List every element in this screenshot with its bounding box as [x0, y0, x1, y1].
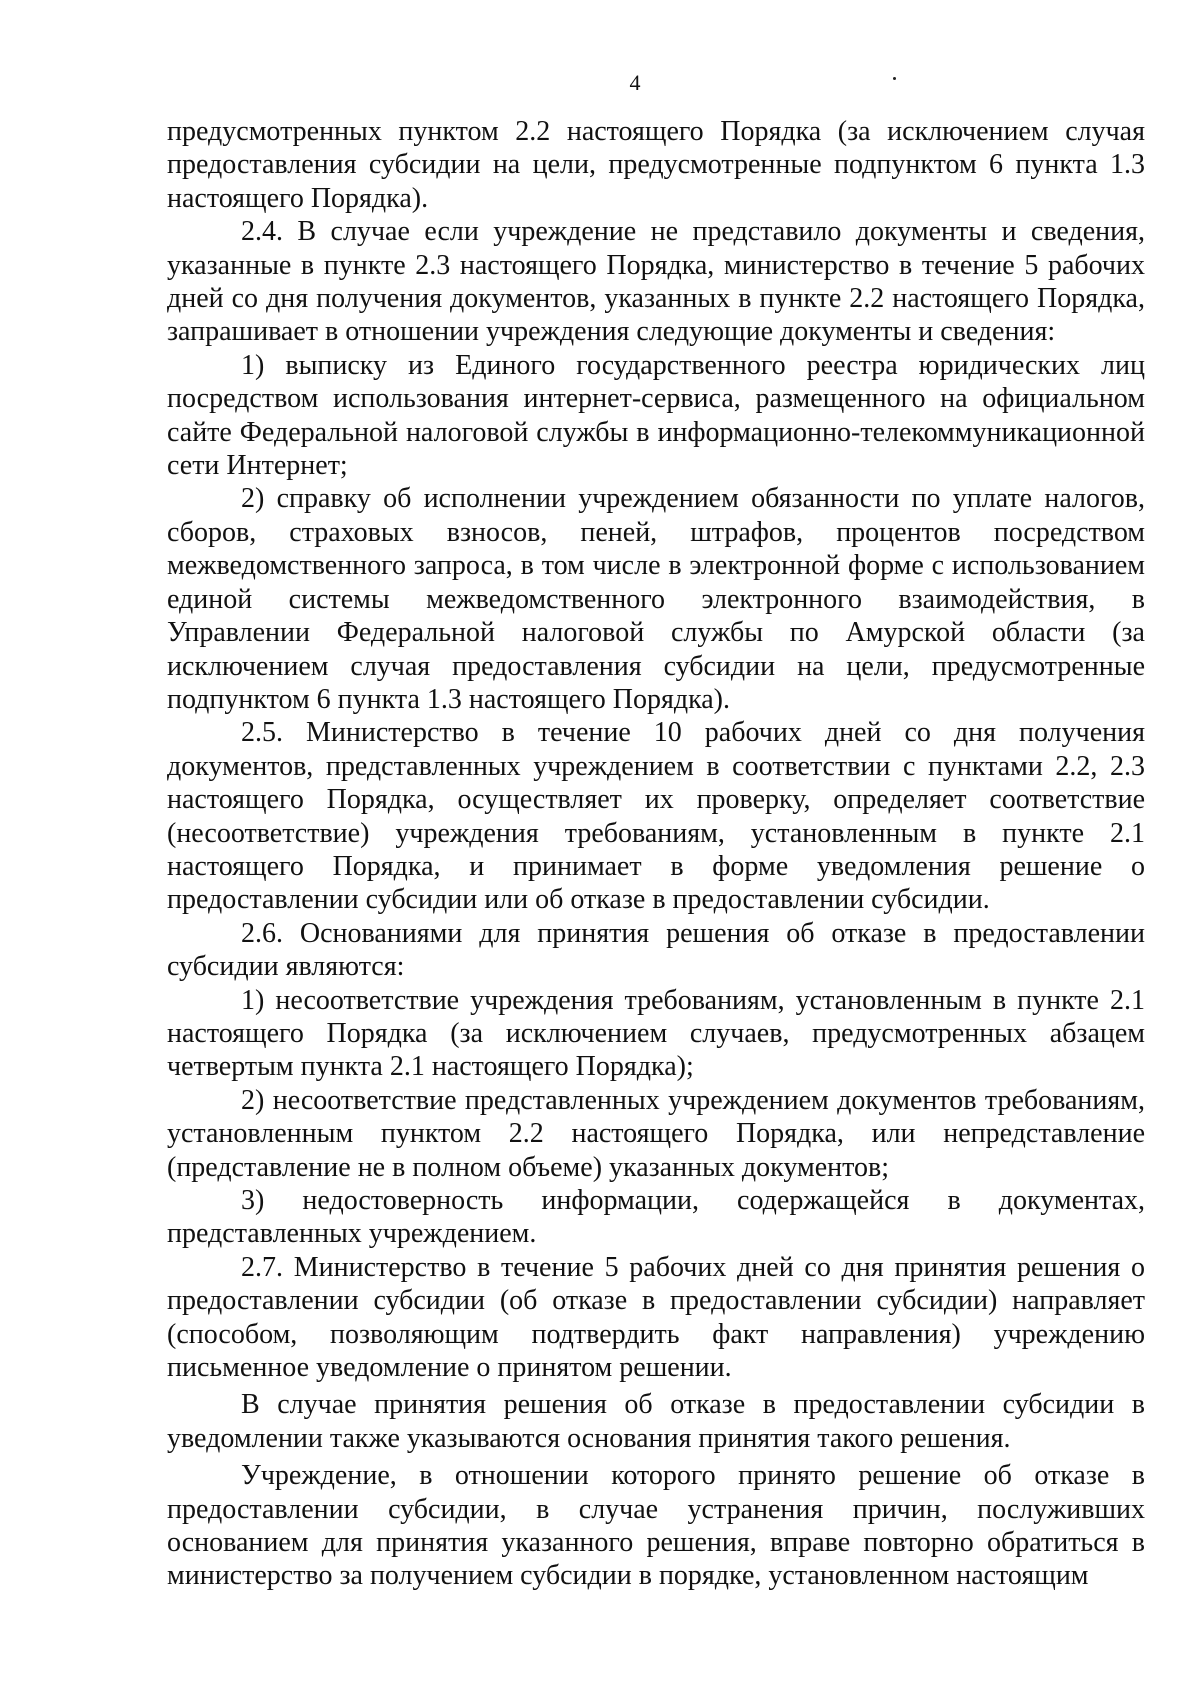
list-item: 2) справку об исполнении учреждением обязанности по уплате налогов, сборов, страховых взносов, пеней, штрафов, процентов посредством межведомственного запроса, в том числе в электронной форме с использованием единой системы межведомственного электронного взаимодействия, в Управлении Федеральной налоговой службы по Амурской области (за исключением случая предоставления субсидии на цели, предусмотренные подпунктом 6 пункта 1.3 настоящего Порядка). — [167, 483, 1145, 715]
paragraph: 2.7. Министерство в течение 5 рабочих дней со дня принятия решения о предоставлении субсидии (об отказе в предоставлении субсидии) направляет (способом, позволяющим подтвердить факт направления) учреждению письменное уведомление о принятом решении. — [167, 1251, 1145, 1384]
paragraph: 2.6. Основаниями для принятия решения об отказе в предоставлении субсидии являются: — [167, 917, 1145, 983]
paragraph: 2.4. В случае если учреждение не представило документы и сведения, указанные в пункте 2.3 настоящего Порядка, министерство в течение 5 рабочих дней со дня получения документов, указанных в пункте 2.2 настоящего Порядка, запрашивает в отношении учреждения следующие документы и сведения: — [167, 216, 1145, 348]
list-item: 3) недостоверность информации, содержащейся в документах, представленных учреждением. — [167, 1185, 1145, 1250]
page-number: 4 — [629, 70, 641, 95]
paragraph: В случае принятия решения об отказе в предоставлении субсидии в уведомлении также указываются основания принятия такого решения. — [167, 1389, 1145, 1454]
paragraph: Учреждение, в отношении которого принято решение об отказе в предоставлении субсидии, в случае устранения причин, послуживших основанием для принятия указанного решения, вправе повторно обратиться в министерство за получением субсидии в порядке, установленном настоящим — [167, 1460, 1145, 1592]
list-item: 1) выписку из Единого государственного реестра юридических лиц посредством использования интернет-сервиса, размещенного на официальном сайте Федеральной налоговой службы в информационно-телекоммуникационной сети Интернет; — [167, 349, 1145, 482]
scan-speck — [893, 77, 896, 80]
list-item: 2) несоответствие представленных учреждением документов требованиям, установленным пунктом 2.2 настоящего Порядка, или непредставление (представление не в полном объеме) указанных документов; — [167, 1084, 1145, 1183]
document-body — [167, 115, 1145, 1593]
list-item: 1) несоответствие учреждения требованиям, установленным в пункте 2.1 настоящего Порядка (за исключением случаев, предусмотренных абзацем четвертым пункта 2.1 настоящего Порядка); — [167, 984, 1145, 1083]
paragraph: 2.5. Министерство в течение 10 рабочих дней со дня получения документов, представленных учреждением в соответствии с пунктами 2.2, 2.3 настоящего Порядка, осуществляет их проверку, определяет соответствие (несоответствие) учреждения требованиям, установленным в пункте 2.1 настоящего Порядка, и принимает в форме уведомления решение о предоставлении субсидии или об отказе в предоставлении субсидии. — [167, 717, 1145, 916]
paragraph: предусмотренных пунктом 2.2 настоящего Порядка (за исключением случая предоставления субсидии на цели, предусмотренные подпунктом 6 пункта 1.3 настоящего Порядка). — [167, 116, 1145, 214]
